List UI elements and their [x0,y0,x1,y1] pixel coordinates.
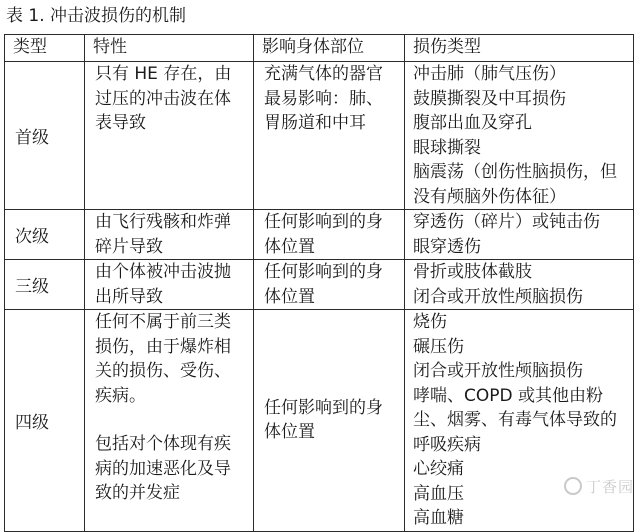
header-feature: 特性 [85,35,254,62]
row-feature: 任何不属于前三类 损伤，由于爆炸相 关的损伤、受伤、 疾病。 包括对个体现有疾 病的加速恶化及导 致的并发症 [85,310,254,532]
row-parts: 任何影响到的身 体位置 [254,210,405,260]
row-feature: 由个体被冲击波抛 出所导致 [85,260,254,310]
row-parts: 任何影响到的身 体位置 [254,260,405,310]
header-type: 类型 [5,35,85,62]
table-row [5,310,634,532]
header-row [5,35,634,62]
row-feature: 只有 HE 存在，由 过压的冲击波在体 表导致 [85,62,254,210]
watermark-icon [564,477,582,495]
table-caption: 表 1. 冲击波损伤的机制 [6,6,187,26]
row-parts: 任何影响到的身 体位置 [254,310,405,532]
row-feature: 由飞行残骸和炸弹 碎片导致 [85,210,254,260]
row-injuries: 烧伤 碾压伤 闭合或开放性颅脑损伤 哮喘、COPD 或其他由粉 尘、烟雾、有毒气体导致的 呼吸疾病 心绞痛 高血压 高血糖 [405,310,634,532]
header-injuries: 损伤类型 [405,35,634,62]
row-type: 次级 [5,210,85,260]
table-row [5,62,634,210]
row-injuries: 穿透伤（碎片）或钝击伤 眼穿透伤 [405,210,634,260]
row-type: 三级 [5,260,85,310]
row-parts: 充满气体的器官 最易影响：肺、 胃肠道和中耳 [254,62,405,210]
row-injuries: 骨折或肢体截肢 闭合或开放性颅脑损伤 [405,260,634,310]
blast-injury-table [4,34,634,532]
row-injuries: 冲击肺（肺气压伤） 鼓膜撕裂及中耳损伤 腹部出血及穿孔 眼球撕裂 脑震荡（创伤性脑损伤，但 没有颅脑外伤体征） [405,62,634,210]
watermark-logo: 丁香园 [564,476,634,497]
row-type: 首级 [5,62,85,210]
header-parts: 影响身体部位 [254,35,405,62]
row-type: 四级 [5,310,85,532]
table-row [5,260,634,310]
table-row [5,210,634,260]
